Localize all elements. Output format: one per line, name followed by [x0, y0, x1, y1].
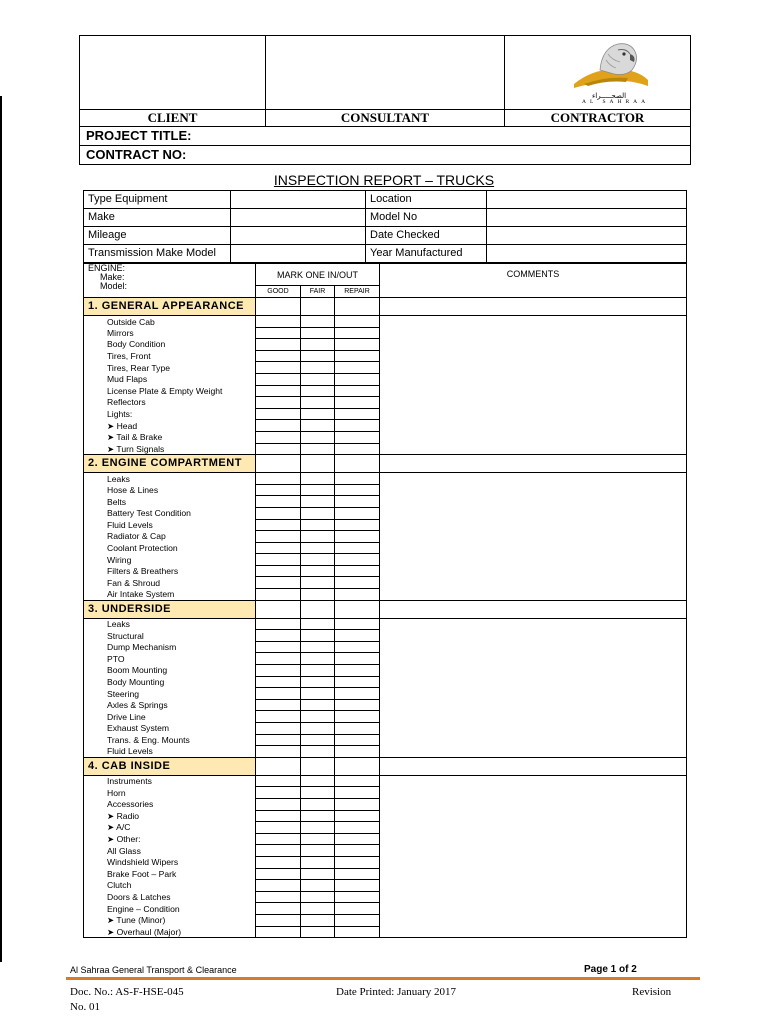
checkbox-fair[interactable]	[301, 431, 335, 443]
checkbox-good[interactable]	[256, 676, 301, 688]
checklist-item-label: Axles & Springs	[84, 699, 256, 711]
checklist-item-label: PTO	[84, 653, 256, 665]
engine-model-label: Model:	[100, 281, 128, 291]
client-logo-area	[80, 36, 266, 110]
info-label-location: Location	[366, 191, 487, 209]
section-header-row	[84, 600, 687, 618]
checkbox-repair[interactable]	[335, 408, 380, 420]
checkbox-repair[interactable]	[335, 734, 380, 746]
checkbox-good[interactable]	[256, 496, 301, 508]
comment-field[interactable]	[380, 775, 687, 937]
engine-label: ENGINE:	[88, 263, 126, 273]
checkbox-good[interactable]	[256, 339, 301, 351]
checkbox-fair[interactable]	[301, 868, 335, 880]
checkbox-repair[interactable]	[335, 822, 380, 834]
section-header-row	[84, 298, 687, 316]
checkbox-repair[interactable]	[335, 397, 380, 409]
checkbox-fair[interactable]	[301, 746, 335, 758]
checkbox-good[interactable]	[256, 420, 301, 432]
consultant-label: CONSULTANT	[266, 110, 505, 127]
checkbox-good[interactable]	[256, 519, 301, 531]
checkbox-repair[interactable]	[335, 589, 380, 601]
checkbox-repair[interactable]	[335, 519, 380, 531]
info-value-year-manufactured[interactable]	[487, 245, 687, 263]
checkbox-fair[interactable]	[301, 420, 335, 432]
checkbox-repair[interactable]	[335, 385, 380, 397]
inspection-checklist	[83, 263, 687, 938]
logo-arabic-text: الصحـــــراء	[592, 92, 627, 100]
info-label-date-checked: Date Checked	[366, 227, 487, 245]
checkbox-fair[interactable]	[301, 316, 335, 328]
checklist-item-label: Trans. & Eng. Mounts	[84, 734, 256, 746]
contract-no-field[interactable]: CONTRACT NO:	[80, 146, 691, 165]
checkbox-repair[interactable]	[335, 431, 380, 443]
checkbox-fair[interactable]	[301, 676, 335, 688]
checkbox-repair[interactable]	[335, 316, 380, 328]
info-value-make[interactable]	[231, 209, 366, 227]
project-title-field[interactable]: PROJECT TITLE:	[80, 127, 691, 146]
section-comment-cell[interactable]	[380, 298, 687, 316]
checkbox-fair[interactable]	[301, 484, 335, 496]
report-title-text: INSPECTION REPORT – TRUCKS	[273, 172, 495, 188]
checkbox-repair[interactable]	[335, 496, 380, 508]
checkbox-repair[interactable]	[335, 630, 380, 642]
checkbox-fair[interactable]	[301, 845, 335, 857]
al-sahraa-logo	[566, 40, 652, 104]
checkbox-fair[interactable]	[301, 711, 335, 723]
checkbox-good[interactable]	[256, 554, 301, 566]
section-repair-cell[interactable]	[335, 298, 380, 316]
checklist-item-label: Brake Foot – Park	[84, 868, 256, 880]
checkbox-fair[interactable]	[301, 903, 335, 915]
comment-field[interactable]	[380, 316, 687, 455]
checkbox-repair[interactable]	[335, 373, 380, 385]
checkbox-fair[interactable]	[301, 362, 335, 374]
checkbox-good[interactable]	[256, 316, 301, 328]
checkbox-fair[interactable]	[301, 699, 335, 711]
checkbox-repair[interactable]	[335, 618, 380, 630]
checkbox-repair[interactable]	[335, 676, 380, 688]
checkbox-fair[interactable]	[301, 385, 335, 397]
checkbox-good[interactable]	[256, 746, 301, 758]
section-good-cell[interactable]	[256, 455, 301, 473]
checkbox-repair[interactable]	[335, 531, 380, 543]
checkbox-good[interactable]	[256, 630, 301, 642]
footer-date-printed: Date Printed: January 2017	[336, 986, 457, 998]
col-repair-header: REPAIR	[335, 286, 380, 298]
checkbox-fair[interactable]	[301, 833, 335, 845]
section-fair-cell[interactable]	[301, 298, 335, 316]
checkbox-good[interactable]	[256, 787, 301, 799]
checklist-item-label: ➤ Overhaul (Major)	[84, 926, 256, 938]
checklist-item-label: Drive Line	[84, 711, 256, 723]
comment-field[interactable]	[380, 473, 687, 601]
checkbox-repair[interactable]	[335, 798, 380, 810]
checkbox-fair[interactable]	[301, 914, 335, 926]
checkbox-good[interactable]	[256, 891, 301, 903]
checkbox-good[interactable]	[256, 665, 301, 677]
footer-revision-no: No. 01	[70, 1001, 100, 1013]
checklist-item-label: Boom Mounting	[84, 665, 256, 677]
checklist-item-label: All Glass	[84, 845, 256, 857]
checkbox-good[interactable]	[256, 711, 301, 723]
checklist-item-label: Steering	[84, 688, 256, 700]
checklist-item-label: Fluid Levels	[84, 746, 256, 758]
checkbox-fair[interactable]	[301, 775, 335, 787]
checklist-item-label: ➤ Turn Signals	[84, 443, 256, 455]
checklist-item-label: Leaks	[84, 473, 256, 485]
checkbox-fair[interactable]	[301, 507, 335, 519]
info-label-type-equipment: Type Equipment	[84, 191, 231, 209]
checklist-item-label: Dump Mechanism	[84, 641, 256, 653]
checklist-item-label: Mirrors	[84, 327, 256, 339]
checkbox-good[interactable]	[256, 798, 301, 810]
checklist-item-row	[84, 775, 687, 787]
checklist-item-label: Wiring	[84, 554, 256, 566]
section-good-cell[interactable]	[256, 600, 301, 618]
checkbox-good[interactable]	[256, 734, 301, 746]
checklist-item-label: Accessories	[84, 798, 256, 810]
checklist-item-label: Leaks	[84, 618, 256, 630]
section-comment-cell[interactable]	[380, 757, 687, 775]
checklist-item-label: Fan & Shroud	[84, 577, 256, 589]
engine-make-label: Make:	[100, 272, 125, 282]
checkbox-fair[interactable]	[301, 926, 335, 938]
footer-page-number: Page 1 of 2	[584, 964, 637, 975]
checkbox-repair[interactable]	[335, 845, 380, 857]
checkbox-fair[interactable]	[301, 787, 335, 799]
checkbox-fair[interactable]	[301, 473, 335, 485]
checkbox-fair[interactable]	[301, 822, 335, 834]
checkbox-fair[interactable]	[301, 554, 335, 566]
checkbox-repair[interactable]	[335, 914, 380, 926]
checkbox-fair[interactable]	[301, 880, 335, 892]
header-table	[79, 35, 691, 165]
checklist-item-label: Filters & Breathers	[84, 565, 256, 577]
checklist-item-label: Battery Test Condition	[84, 507, 256, 519]
checklist-item-label: Body Mounting	[84, 676, 256, 688]
section-repair-cell[interactable]	[335, 455, 380, 473]
checkbox-fair[interactable]	[301, 641, 335, 653]
checklist-item-label: Mud Flaps	[84, 373, 256, 385]
checklist-item-label: ➤ Other:	[84, 833, 256, 845]
info-label-mileage: Mileage	[84, 227, 231, 245]
checkbox-fair[interactable]	[301, 665, 335, 677]
section-repair-cell[interactable]	[335, 757, 380, 775]
checklist-item-label: Engine – Condition	[84, 903, 256, 915]
checklist-item-label: ➤ Head	[84, 420, 256, 432]
section-header-row	[84, 757, 687, 775]
checkbox-repair[interactable]	[335, 577, 380, 589]
left-margin-bar	[0, 96, 2, 962]
checkbox-fair[interactable]	[301, 408, 335, 420]
checkbox-repair[interactable]	[335, 723, 380, 735]
section-good-cell[interactable]	[256, 757, 301, 775]
info-label-year-manufactured: Year Manufactured	[366, 245, 487, 263]
checklist-item-label: Outside Cab	[84, 316, 256, 328]
section-title: 3. UNDERSIDE	[84, 600, 256, 618]
info-value-date-checked[interactable]	[487, 227, 687, 245]
checkbox-good[interactable]	[256, 531, 301, 543]
checkbox-repair[interactable]	[335, 473, 380, 485]
checkbox-good[interactable]	[256, 373, 301, 385]
col-fair-header: FAIR	[301, 286, 335, 298]
checkbox-good[interactable]	[256, 577, 301, 589]
info-label-model-no: Model No	[366, 209, 487, 227]
info-label-transmission: Transmission Make Model	[84, 245, 231, 263]
checkbox-fair[interactable]	[301, 577, 335, 589]
checkbox-fair[interactable]	[301, 810, 335, 822]
section-good-cell[interactable]	[256, 298, 301, 316]
checkbox-good[interactable]	[256, 723, 301, 735]
checkbox-fair[interactable]	[301, 542, 335, 554]
checkbox-good[interactable]	[256, 822, 301, 834]
checkbox-fair[interactable]	[301, 618, 335, 630]
checkbox-repair[interactable]	[335, 443, 380, 455]
checkbox-repair[interactable]	[335, 711, 380, 723]
checkbox-good[interactable]	[256, 408, 301, 420]
checklist-item-row	[84, 618, 687, 630]
checkbox-good[interactable]	[256, 542, 301, 554]
checkbox-good[interactable]	[256, 914, 301, 926]
section-fair-cell[interactable]	[301, 455, 335, 473]
checklist-item-label: Fluid Levels	[84, 519, 256, 531]
checklist-item-label: ➤ A/C	[84, 822, 256, 834]
checkbox-repair[interactable]	[335, 420, 380, 432]
checkbox-repair[interactable]	[335, 507, 380, 519]
checkbox-repair[interactable]	[335, 746, 380, 758]
checkbox-fair[interactable]	[301, 397, 335, 409]
checkbox-repair[interactable]	[335, 856, 380, 868]
footer-company: Al Sahraa General Transport & Clearance	[70, 965, 237, 975]
info-value-model-no[interactable]	[487, 209, 687, 227]
checkbox-fair[interactable]	[301, 630, 335, 642]
checkbox-good[interactable]	[256, 385, 301, 397]
checkbox-fair[interactable]	[301, 443, 335, 455]
checklist-item-label: Instruments	[84, 775, 256, 787]
checkbox-fair[interactable]	[301, 734, 335, 746]
checklist-item-label: Tires, Rear Type	[84, 362, 256, 374]
checkbox-good[interactable]	[256, 641, 301, 653]
checklist-item-row	[84, 316, 687, 328]
checkbox-repair[interactable]	[335, 565, 380, 577]
checkbox-good[interactable]	[256, 589, 301, 601]
checkbox-good[interactable]	[256, 431, 301, 443]
checkbox-good[interactable]	[256, 443, 301, 455]
checklist-item-label: Body Condition	[84, 339, 256, 351]
checkbox-good[interactable]	[256, 810, 301, 822]
checkbox-repair[interactable]	[335, 350, 380, 362]
checkbox-good[interactable]	[256, 653, 301, 665]
section-comment-cell[interactable]	[380, 600, 687, 618]
checkbox-fair[interactable]	[301, 891, 335, 903]
checklist-item-label: Lights:	[84, 408, 256, 420]
checkbox-good[interactable]	[256, 699, 301, 711]
checklist-item-label: Horn	[84, 787, 256, 799]
checkbox-fair[interactable]	[301, 589, 335, 601]
checkbox-good[interactable]	[256, 903, 301, 915]
checkbox-good[interactable]	[256, 362, 301, 374]
checklist-item-label: ➤ Radio	[84, 810, 256, 822]
checkbox-fair[interactable]	[301, 373, 335, 385]
comment-field[interactable]	[380, 618, 687, 757]
checkbox-good[interactable]	[256, 473, 301, 485]
info-value-transmission[interactable]	[231, 245, 366, 263]
equipment-info-grid	[83, 190, 687, 263]
info-value-mileage[interactable]	[231, 227, 366, 245]
checkbox-good[interactable]	[256, 688, 301, 700]
checkbox-repair[interactable]	[335, 868, 380, 880]
section-fair-cell[interactable]	[301, 600, 335, 618]
checkbox-fair[interactable]	[301, 723, 335, 735]
checklist-item-label: Air Intake System	[84, 589, 256, 601]
checkbox-repair[interactable]	[335, 688, 380, 700]
checkbox-good[interactable]	[256, 868, 301, 880]
checkbox-fair[interactable]	[301, 856, 335, 868]
checkbox-repair[interactable]	[335, 653, 380, 665]
checkbox-repair[interactable]	[335, 554, 380, 566]
checkbox-fair[interactable]	[301, 519, 335, 531]
checkbox-good[interactable]	[256, 926, 301, 938]
consultant-logo-area	[266, 36, 505, 110]
checkbox-repair[interactable]	[335, 833, 380, 845]
section-header-row	[84, 455, 687, 473]
checkbox-repair[interactable]	[335, 810, 380, 822]
checkbox-good[interactable]	[256, 350, 301, 362]
checkbox-repair[interactable]	[335, 484, 380, 496]
info-label-make: Make	[84, 209, 231, 227]
checkbox-repair[interactable]	[335, 880, 380, 892]
checklist-item-label: Coolant Protection	[84, 542, 256, 554]
checkbox-repair[interactable]	[335, 775, 380, 787]
checklist-item-label: ➤ Tune (Minor)	[84, 914, 256, 926]
checkbox-repair[interactable]	[335, 327, 380, 339]
checkbox-fair[interactable]	[301, 653, 335, 665]
checkbox-good[interactable]	[256, 775, 301, 787]
report-title	[0, 172, 768, 188]
checkbox-fair[interactable]	[301, 565, 335, 577]
checkbox-fair[interactable]	[301, 531, 335, 543]
checklist-item-label: Structural	[84, 630, 256, 642]
checkbox-repair[interactable]	[335, 926, 380, 938]
checklist-item-label: Tires, Front	[84, 350, 256, 362]
mark-one-header: MARK ONE IN/OUT	[256, 264, 380, 286]
checkbox-good[interactable]	[256, 880, 301, 892]
checkbox-good[interactable]	[256, 507, 301, 519]
checkbox-good[interactable]	[256, 618, 301, 630]
checkbox-good[interactable]	[256, 327, 301, 339]
info-value-type-equipment[interactable]	[231, 191, 366, 209]
checklist-item-label: Hose & Lines	[84, 484, 256, 496]
section-title: 1. GENERAL APPEARANCE	[84, 298, 256, 316]
checklist-item-label: Reflectors	[84, 397, 256, 409]
col-good-header: GOOD	[256, 286, 301, 298]
section-comment-cell[interactable]	[380, 455, 687, 473]
checklist-item-label: Clutch	[84, 880, 256, 892]
engine-block	[84, 264, 256, 298]
checkbox-fair[interactable]	[301, 496, 335, 508]
checklist-item-label: ➤ Tail & Brake	[84, 431, 256, 443]
checklist-item-label: Exhaust System	[84, 723, 256, 735]
checkbox-repair[interactable]	[335, 641, 380, 653]
checkbox-good[interactable]	[256, 484, 301, 496]
checkbox-repair[interactable]	[335, 362, 380, 374]
contractor-label: CONTRACTOR	[505, 110, 691, 127]
checkbox-fair[interactable]	[301, 688, 335, 700]
checkbox-repair[interactable]	[335, 699, 380, 711]
checkbox-good[interactable]	[256, 397, 301, 409]
checkbox-good[interactable]	[256, 856, 301, 868]
checkbox-fair[interactable]	[301, 350, 335, 362]
checkbox-repair[interactable]	[335, 891, 380, 903]
checkbox-repair[interactable]	[335, 665, 380, 677]
section-title: 4. CAB INSIDE	[84, 757, 256, 775]
checkbox-good[interactable]	[256, 565, 301, 577]
checkbox-good[interactable]	[256, 833, 301, 845]
checkbox-repair[interactable]	[335, 542, 380, 554]
checklist-item-label: Windshield Wipers	[84, 856, 256, 868]
contractor-logo-area	[505, 36, 691, 110]
checkbox-fair[interactable]	[301, 798, 335, 810]
footer-revision: Revision	[632, 986, 672, 998]
checkbox-repair[interactable]	[335, 903, 380, 915]
checklist-item-label: License Plate & Empty Weight	[84, 385, 256, 397]
logo-english-text: AL SAHRAA	[582, 99, 650, 105]
checkbox-fair[interactable]	[301, 339, 335, 351]
checkbox-good[interactable]	[256, 845, 301, 857]
section-fair-cell[interactable]	[301, 757, 335, 775]
section-title: 2. ENGINE COMPARTMENT	[84, 455, 256, 473]
footer-doc-no: Doc. No.: AS-F-HSE-045	[70, 986, 184, 998]
checkbox-fair[interactable]	[301, 327, 335, 339]
checklist-item-label: Radiator & Cap	[84, 531, 256, 543]
checklist-item-label: Belts	[84, 496, 256, 508]
checkbox-repair[interactable]	[335, 339, 380, 351]
client-label: CLIENT	[80, 110, 266, 127]
comments-header: COMMENTS	[380, 264, 687, 298]
section-repair-cell[interactable]	[335, 600, 380, 618]
info-value-location[interactable]	[487, 191, 687, 209]
checklist-item-label: Doors & Latches	[84, 891, 256, 903]
footer-rule	[66, 977, 700, 980]
checklist-item-row	[84, 473, 687, 485]
checkbox-repair[interactable]	[335, 787, 380, 799]
